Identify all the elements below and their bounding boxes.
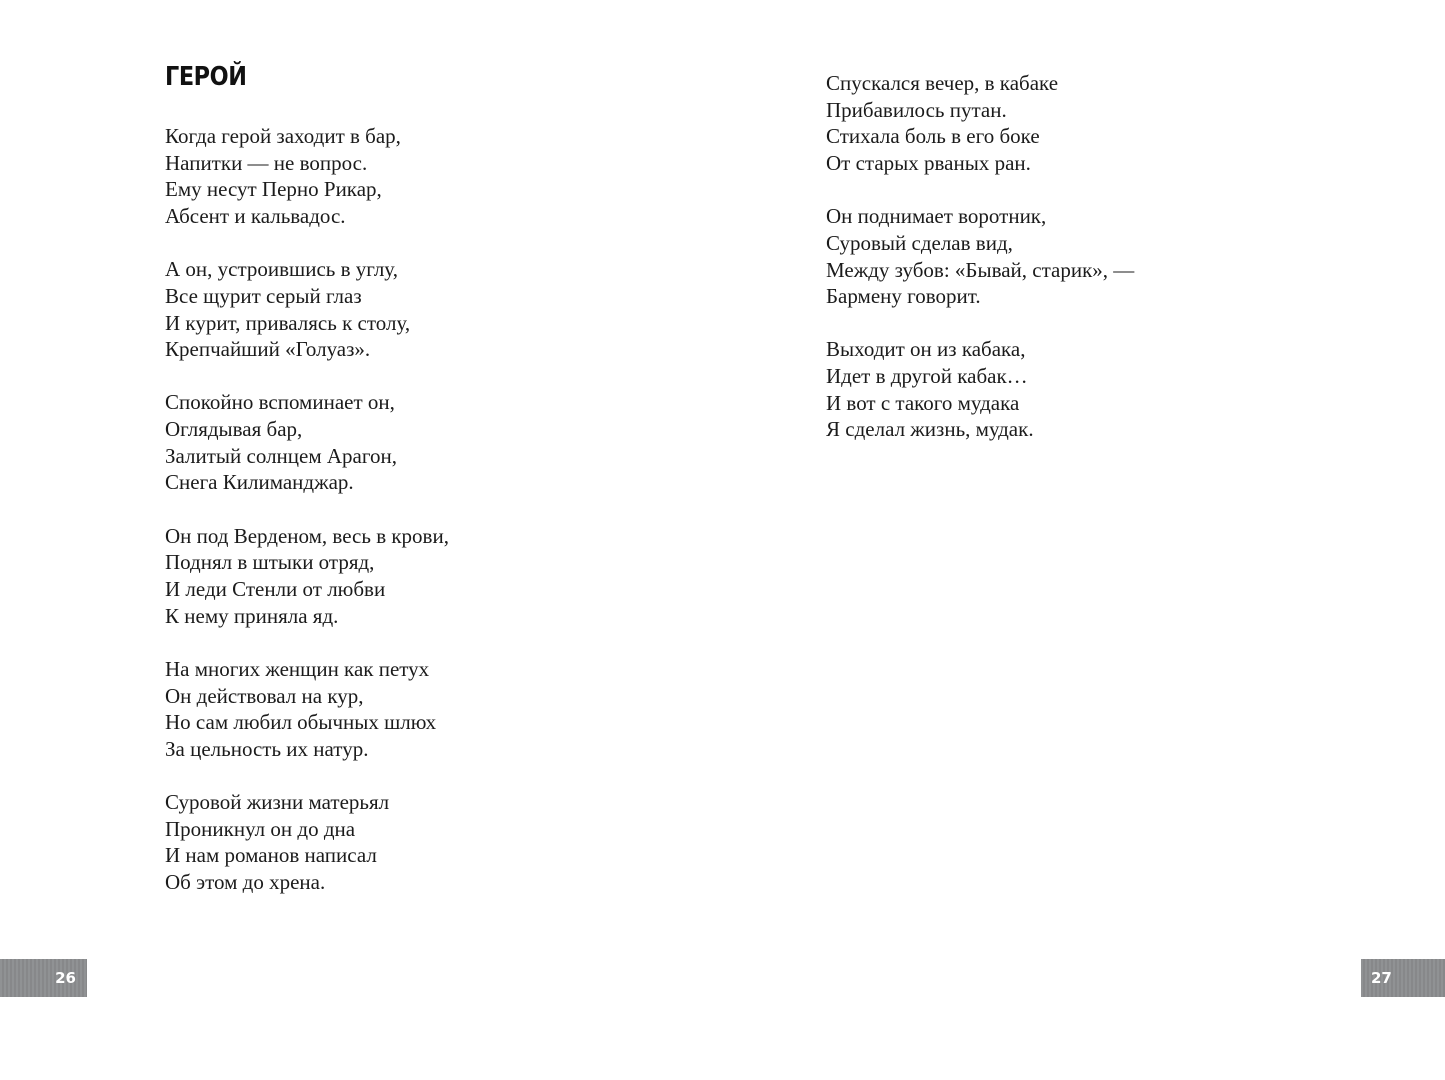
right-poem-body: [826, 70, 1134, 470]
page-number: 27: [1371, 969, 1392, 987]
poem-line: Когда герой заходит в бар,: [165, 124, 401, 148]
right-page: [723, 0, 1445, 1080]
poem-line: Все щурит серый глаз: [165, 283, 362, 308]
poem-line: Бармену говорит.: [826, 284, 981, 309]
poem-line: Суровый сделав вид,: [826, 230, 1013, 255]
poem-line: Ему несут Перно Рикар,: [165, 177, 382, 202]
poem-line: Залитый солнцем Арагон,: [165, 443, 397, 468]
poem-line: Напитки — не вопрос.: [165, 150, 368, 175]
poem-line: А он, устроившись в углу,: [165, 257, 398, 282]
stanza: [826, 70, 1134, 177]
poem-line: Об этом до хрена.: [165, 870, 326, 895]
poem-line: Снега Килиманджар.: [165, 470, 354, 495]
poem-line: Спокойно вспоминает он,: [165, 390, 395, 415]
poem-line: Идет в другой кабак…: [826, 364, 1028, 389]
poem-line: Суровой жизни матерьял: [165, 790, 390, 815]
poem-line: Стихала боль в его боке: [826, 124, 1040, 149]
poem-line: На многих женщин как петух: [165, 656, 430, 681]
stanza: [165, 123, 449, 230]
stanza: [165, 389, 449, 496]
left-page: [0, 0, 722, 1080]
poem-line: И леди Стенли от любви: [165, 576, 386, 601]
stanza: [826, 336, 1134, 443]
stanza: [165, 789, 449, 896]
poem-line: Абсент и кальвадос.: [165, 203, 346, 228]
left-poem-body: [165, 123, 449, 922]
poem-line: Он действовал на кур,: [165, 683, 364, 708]
poem-line: Крепчайший «Голуаз».: [165, 337, 371, 362]
poem-line: Выходит он из кабака,: [826, 337, 1026, 362]
poem-line: За цельность их натур.: [165, 736, 369, 761]
poem-line: К нему приняла яд.: [165, 603, 339, 628]
poem-line: Проникнул он до дна: [165, 816, 356, 841]
stanza: [165, 523, 449, 630]
stanza: [826, 203, 1134, 310]
poem-title: ГЕРОЙ: [165, 62, 247, 92]
poem-line: Оглядывая бар,: [165, 417, 303, 442]
poem-line: Он поднимает воротник,: [826, 204, 1047, 229]
page-number: 26: [55, 969, 76, 987]
poem-line: Он под Верденом, весь в крови,: [165, 523, 449, 548]
poem-line: Между зубов: «Бывай, старик», —: [826, 257, 1135, 282]
poem-line: Я сделал жизнь, мудак.: [826, 417, 1034, 442]
poem-line: И вот с такого мудака: [826, 390, 1020, 415]
poem-line: Спускался вечер, в кабаке: [826, 71, 1059, 95]
page-number-tab-left: [0, 959, 87, 997]
page-number-tab-right: [1361, 959, 1445, 997]
poem-line: Но сам любил обычных шлюх: [165, 710, 437, 735]
poem-line: От старых рваных ран.: [826, 150, 1031, 175]
stanza: [165, 256, 449, 363]
poem-line: Прибавилось путан.: [826, 97, 1007, 122]
stanza: [165, 656, 449, 763]
poem-line: И курит, привалясь к столу,: [165, 310, 411, 335]
poem-line: И нам романов написал: [165, 843, 377, 868]
poem-line: Поднял в штыки отряд,: [165, 550, 375, 575]
